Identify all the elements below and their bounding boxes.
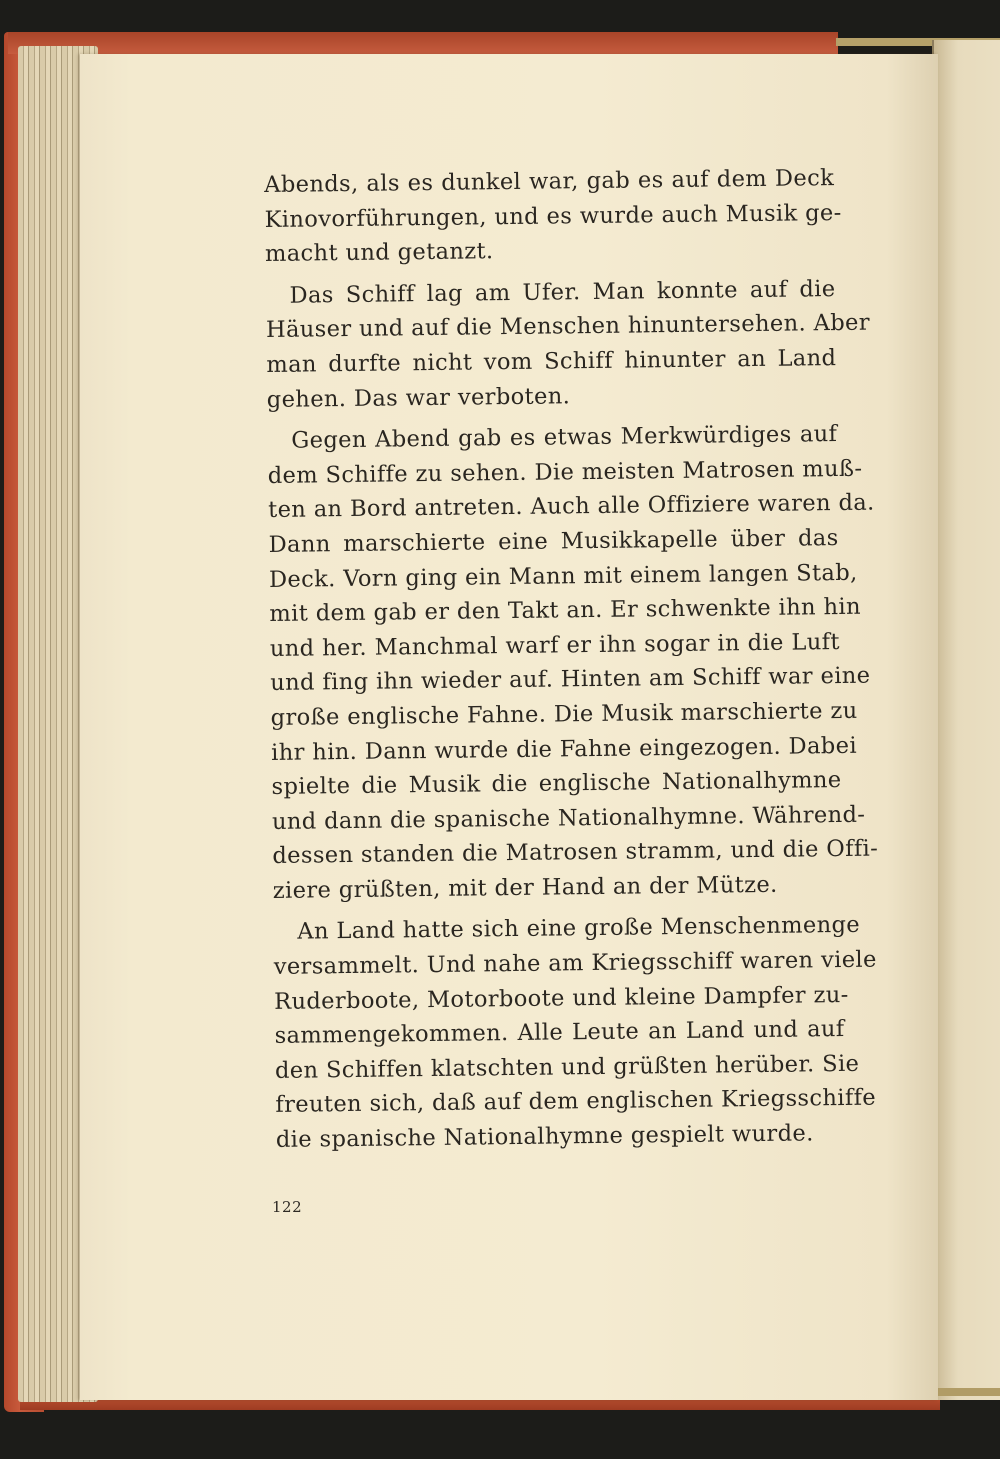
text-line: Abends, als es dunkel war, gab es auf dem Deck	[264, 165, 835, 198]
next-page-bottom-edge	[936, 1388, 1000, 1396]
text-line: Dann marschierte eine Musikkapelle über das	[268, 524, 839, 558]
page-number: 122	[272, 1198, 303, 1216]
text-line: und her. Manchmal warf er ihn sogar in die Luft	[269, 628, 840, 662]
text-line: spielte die Musik die englische Nationalhymne	[271, 767, 842, 801]
text-line: versammelt. Und nahe am Kriegsschiff waren viele	[273, 946, 877, 981]
text-line: macht und getanzt.	[264, 238, 494, 268]
text-line: dem Schiffe zu sehen. Die meisten Matrosen muß-	[267, 455, 863, 489]
text-line: und fing ihn wieder auf. Hinten am Schiff war eine	[270, 662, 871, 697]
text-line: gehen. Das war verboten.	[266, 382, 571, 413]
next-page-edge	[932, 40, 1000, 1400]
text-line: freuten sich, daß auf dem englischen Kriegsschiffe	[275, 1085, 877, 1119]
text-line: sammengekommen. Alle Leute an Land und auf	[274, 1016, 845, 1050]
text-line: Deck. Vorn ging ein Mann mit einem langen Stab,	[268, 559, 858, 593]
book-cover-top-edge	[8, 32, 838, 54]
text-line: Ruderboote, Motorboote und kleine Dampfer zu-	[274, 981, 849, 1015]
paragraph-4	[273, 908, 877, 1157]
text-line: Gegen Abend gab es etwas Merkwürdiges auf	[291, 421, 838, 454]
paragraph-2	[265, 272, 871, 417]
text-line: ihr hin. Dann wurde die Fahne eingezogen. Dabei	[270, 732, 858, 766]
text-line: An Land hatte sich eine große Menschenmenge	[297, 912, 861, 946]
text-line: Kinovorführungen, und es wurde auch Musik ge-	[264, 199, 842, 233]
text-line: ten an Bord antreten. Auch alle Offiziere waren da.	[268, 489, 875, 524]
paragraph-1	[264, 161, 842, 272]
text-line: man durfte nicht vom Schiff hinunter an Land	[266, 344, 837, 378]
text-line: große englische Fahne. Die Musik marschierte zu	[270, 697, 858, 731]
text-line: die spanische Nationalhymne gespielt wurde.	[275, 1120, 814, 1153]
text-line: und dann die spanische Nationalhymne. Während-	[271, 801, 866, 835]
paragraph-3	[267, 417, 879, 908]
text-line: den Schiffen klatschten und grüßten herüber. Sie	[274, 1050, 860, 1084]
text-line: dessen standen die Matrosen stramm, und die Offi-	[272, 835, 879, 870]
text-line: mit dem gab er den Takt an. Er schwenkte ihn hin	[269, 593, 862, 628]
text-line: Häuser und auf die Menschen hinuntersehen. Aber	[265, 309, 871, 344]
page-body-text	[264, 161, 879, 1158]
text-line: Das Schiff lag am Ufer. Man konnte auf die	[289, 275, 836, 309]
text-line: ziere grüßten, mit der Hand an der Mütze.	[272, 871, 778, 904]
